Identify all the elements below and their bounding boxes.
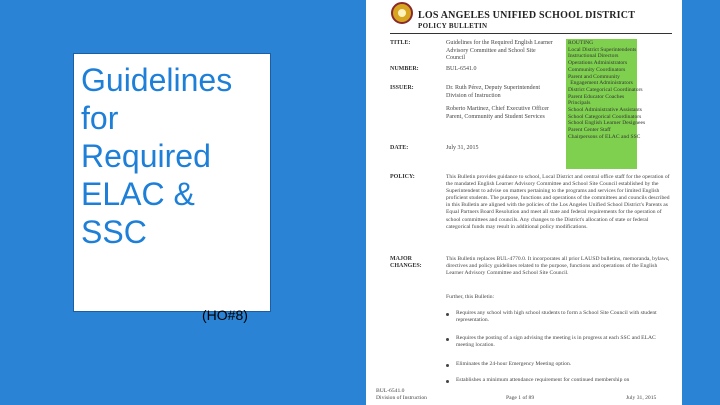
title-label: TITLE: <box>390 40 411 46</box>
routing-line: Chairpersons of ELAC and SSC <box>568 133 641 140</box>
title-value-line: Guidelines for the Required English Learner <box>446 40 553 46</box>
routing-line: Instructional Directors <box>568 53 619 60</box>
routing-line: Operations Administrators <box>568 60 628 67</box>
header-divider <box>390 33 672 34</box>
handout-label: (HO#8) <box>202 307 248 323</box>
title-line: Guidelines <box>81 62 233 98</box>
bullet-item: Establishes a minimum attendance requirement for continued membership on <box>456 377 630 383</box>
issuer-line: Division of Instruction <box>446 92 501 99</box>
routing-line: School English Learner Designees <box>568 120 646 127</box>
bullet-item: Eliminates the 24-hour Emergency Meeting option. <box>456 361 572 367</box>
routing-line: Local District Superintendents <box>568 46 637 53</box>
routing-line: Community Coordinators <box>568 66 626 73</box>
issuer-label: ISSUER: <box>390 85 414 91</box>
bullet-icon <box>446 380 449 383</box>
district-seal-icon <box>391 2 413 24</box>
further-text: Further, this Bulletin: <box>446 294 495 300</box>
footer-left-line: Division of Instruction <box>376 395 427 401</box>
policy-bulletin-document <box>366 0 682 405</box>
footer-page: Page 1 of 89 <box>506 395 535 401</box>
title-value <box>446 40 553 63</box>
routing-line: School Administrative Assistants <box>568 107 642 114</box>
policy-text: This Bulletin provides guidance to school, Local District and central office staff for the operation of the mandated English Learner Advisory Committee and School Site Council established by the Superintendent to advise on matters pertaining to the programs and services for limited English proficient students. The purpose, functions and operations of the committees and councils described in this Bulletin are aligned with the policies of the Los Angeles Unified School District's Parents as Equal Partners Board Resolution and meet all state and federal requirements for the operation of school committees and councils. Any changes to the District's allocation of state or federal categorical funds may result in additional policy modifications. <box>446 174 670 230</box>
bullet-icon <box>446 364 449 367</box>
district-name: LOS ANGELES UNIFIED SCHOOL DISTRICT <box>418 10 636 21</box>
issuer-value <box>446 85 549 121</box>
issuer-line: Parent, Community and Student Services <box>446 113 545 120</box>
bullet-icon <box>446 313 449 316</box>
title-line: ELAC & <box>81 176 195 212</box>
title-value-line: Council <box>446 55 465 61</box>
title-line: Required <box>81 138 211 174</box>
document-type: POLICY BULLETIN <box>418 22 488 30</box>
number-value: BUL-6541.0 <box>446 66 477 72</box>
routing-line: Parent Center Staff <box>568 127 611 134</box>
routing-line: Engagement Administrators <box>570 80 633 87</box>
bullet-item: Requires the posting of a sign advising the meeting is in progress at each SSC and ELAC meeting location. <box>456 335 656 349</box>
routing-box <box>566 39 646 169</box>
slide-title <box>81 61 269 251</box>
issuer-line: Roberto Martinez, Chief Executive Officer <box>446 106 550 112</box>
slide-title-card <box>73 53 271 323</box>
title-line: for <box>81 100 119 136</box>
footer-left <box>376 388 427 402</box>
title-line: SSC <box>81 214 147 250</box>
routing-line: Parent Educator Coaches <box>568 93 625 100</box>
major-changes-text: This Bulletin replaces BUL-4770.0. It incorporates all prior LAUSD bulletins, memoranda, bylaws, directives and policy guidelines related to the purpose, functions and operations of the English Learner Advisory Committee and School Site Council. <box>446 256 670 277</box>
number-label: NUMBER: <box>390 66 419 72</box>
date-value: July 31, 2015 <box>446 145 479 151</box>
routing-line: Principals <box>568 100 591 107</box>
policy-label: POLICY: <box>390 174 415 180</box>
issuer-line: Dr. Ruth Pérez, Deputy Superintendent <box>446 85 540 91</box>
routing-line: Parent and Community <box>568 73 620 80</box>
title-value-line: Advisory Committee and School Site <box>446 47 536 54</box>
bullet-icon <box>446 338 449 341</box>
routing-line: District Categorical Coordinators <box>568 86 643 93</box>
footer-date: July 31, 2015 <box>626 395 657 401</box>
routing-line: ROUTING <box>568 40 594 46</box>
bullet-item: Requires any school with high school students to form a School Site Council with student representation. <box>456 310 657 324</box>
footer-left-line: BUL-6541.0 <box>376 388 405 394</box>
routing-line: School Categorical Coordinators <box>568 113 642 120</box>
major-changes-label: MAJOR CHANGES: <box>390 256 422 269</box>
date-label: DATE: <box>390 145 409 151</box>
